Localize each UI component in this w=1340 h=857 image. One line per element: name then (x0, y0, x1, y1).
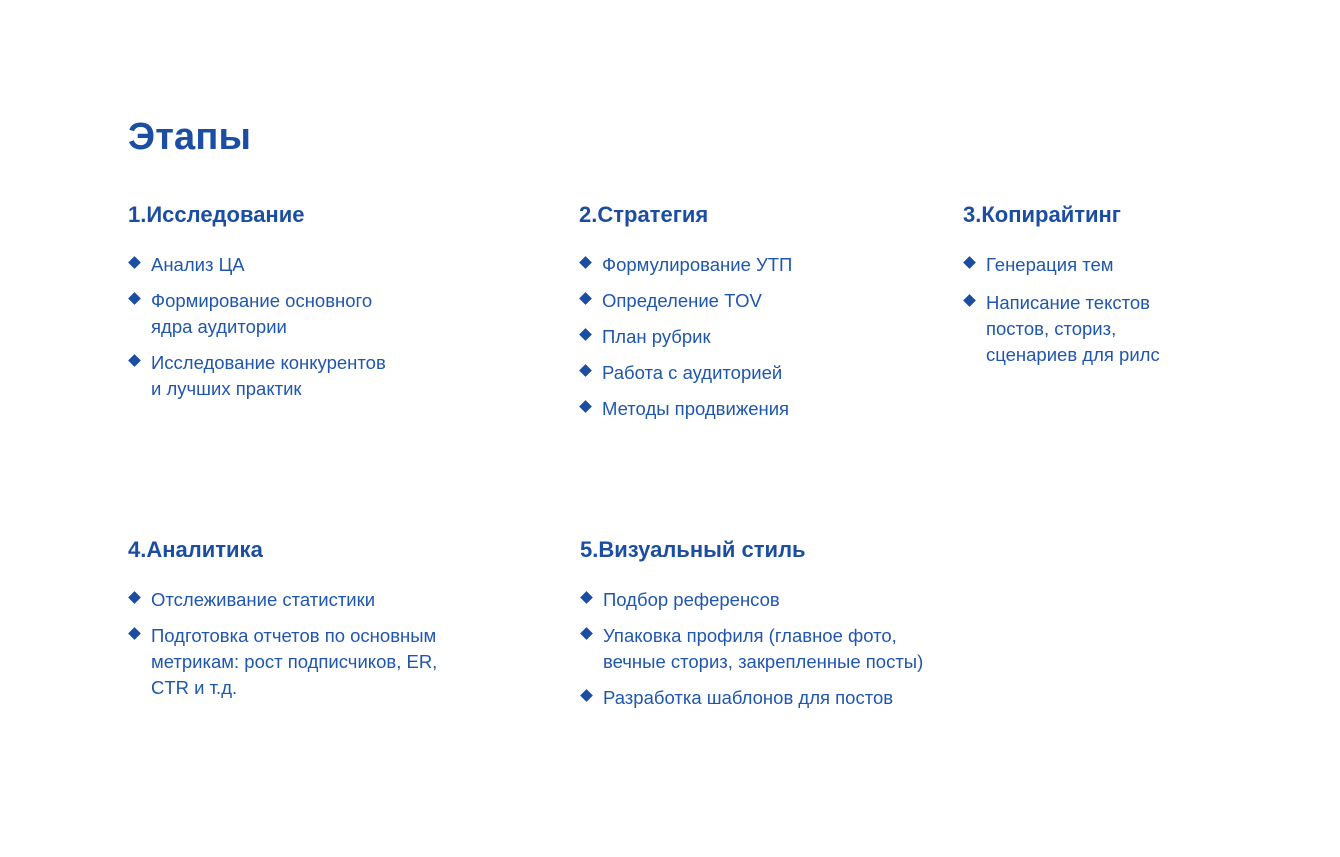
list-item (579, 288, 949, 314)
list-item (128, 252, 548, 278)
diamond-bullet-icon (128, 257, 141, 270)
list-item-text: Методы продвижения (602, 398, 790, 420)
list-item (963, 252, 1323, 278)
diamond-bullet-icon (128, 628, 141, 641)
list-item-text: Формирование основного ядра аудитории (151, 290, 373, 338)
list-item-text: Упаковка профиля (главное фото, вечные сториз, закрепленные посты) (603, 625, 924, 673)
diamond-bullet-icon (579, 293, 592, 306)
section-visual-style (580, 537, 980, 721)
section-title: 2.Стратегия (579, 202, 709, 227)
diamond-bullet-icon (579, 329, 592, 342)
list-item (963, 290, 1323, 368)
diamond-bullet-icon (128, 355, 141, 368)
section-title: 5.Визуальный стиль (580, 537, 806, 562)
page-title: Этапы (128, 116, 252, 158)
list-item (580, 685, 980, 711)
section-title: 1.Исследование (128, 202, 305, 227)
list-item (579, 360, 949, 386)
list-item (128, 350, 548, 402)
list-item-text: Подбор референсов (603, 589, 780, 611)
diamond-bullet-icon (579, 365, 592, 378)
list-item-text: Отслеживание статистики (151, 589, 376, 611)
diamond-bullet-icon (963, 257, 976, 270)
diamond-bullet-icon (128, 592, 141, 605)
diamond-bullet-icon (580, 690, 593, 703)
list-item (579, 324, 949, 350)
list-item (580, 587, 980, 613)
list-item-text: Генерация тем (986, 254, 1114, 276)
list-item (128, 288, 548, 340)
diamond-bullet-icon (579, 401, 592, 414)
section-research (128, 202, 548, 412)
section-title: 4.Аналитика (128, 537, 263, 562)
diamond-bullet-icon (963, 295, 976, 308)
section-strategy (579, 202, 949, 432)
list-item-text: Написание текстов постов, сториз, сценариев для рилс (986, 292, 1160, 366)
section-title: 3.Копирайтинг (963, 202, 1121, 227)
list-item (579, 396, 949, 422)
list-item (579, 252, 949, 278)
diamond-bullet-icon (580, 628, 593, 641)
list-item (128, 587, 548, 613)
list-item-text: Определение TOV (602, 290, 762, 312)
diamond-bullet-icon (579, 257, 592, 270)
diamond-bullet-icon (128, 293, 141, 306)
list-item (580, 623, 980, 675)
list-item-text: План рубрик (602, 326, 711, 348)
list-item-text: Анализ ЦА (151, 254, 245, 276)
list-item-text: Разработка шаблонов для постов (603, 687, 894, 709)
section-copywriting (963, 202, 1323, 380)
list-item-text: Исследование конкурентов и лучших практик (151, 352, 386, 400)
list-item-text: Формулирование УТП (602, 254, 793, 276)
list-item (128, 623, 548, 701)
diamond-bullet-icon (580, 592, 593, 605)
list-item-text: Подготовка отчетов по основным метрикам: рост подписчиков, ER, CTR и т.д. (151, 625, 438, 699)
list-item-text: Работа с аудиторией (602, 362, 783, 384)
section-analytics (128, 537, 548, 711)
